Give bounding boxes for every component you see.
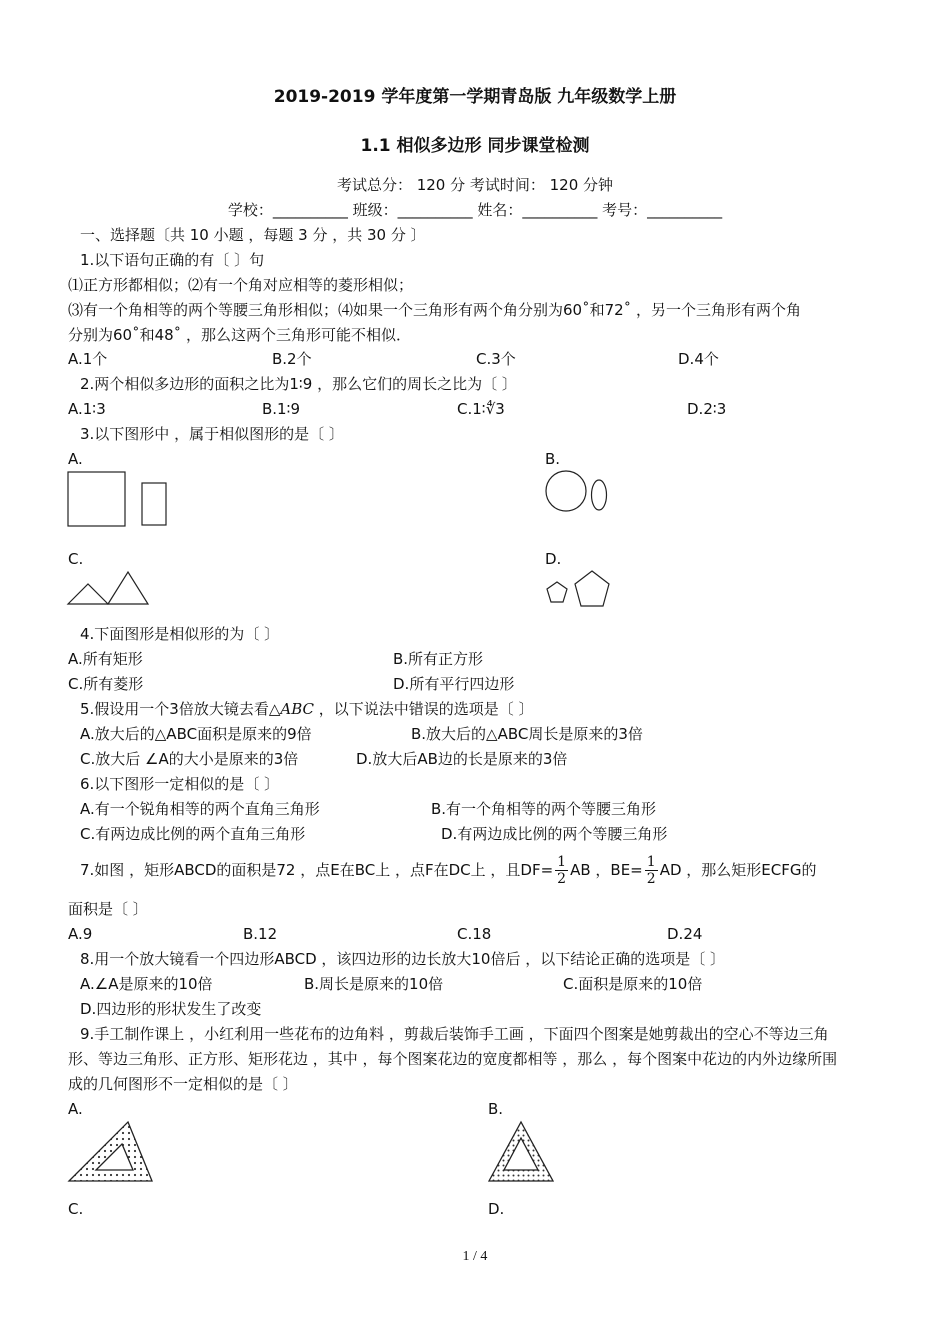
q2-option-d[interactable]: D.2∶3 <box>687 400 727 418</box>
q2-option-b[interactable]: B.1∶9 <box>262 400 301 418</box>
q4-option-a[interactable]: A.所有矩形 <box>68 650 143 668</box>
q6-option-d[interactable]: D.有两边成比例的两个等腰三角形 <box>441 825 668 843</box>
q1-line2: ⑶有一个角相等的两个等腰三角形相似；⑷如果一个三角形有两个角分别为60˚和72˚ ，另一个三角形有两个角 <box>68 301 801 319</box>
q2-option-a[interactable]: A.1∶3 <box>68 400 106 418</box>
q7-option-c[interactable]: C.18 <box>457 925 492 943</box>
q3-figure-d-pentagons <box>543 568 615 612</box>
section-heading: 一、选择题〔共 10 小题 ，每题 3 分 ，共 30 分 〕 <box>80 226 426 244</box>
q7-frac2-num: 1 <box>646 854 656 870</box>
q6-option-a[interactable]: A.有一个锐角相等的两个直角三角形 <box>80 800 320 818</box>
q4-option-b[interactable]: B.所有正方形 <box>393 650 484 668</box>
q1-line1: ⑴正方形都相似；⑵有一个角对应相等的菱形相似； <box>68 276 414 294</box>
q4-stem: 4.下面图形是相似形的为〔 〕 <box>80 625 280 643</box>
q9-figure-a-scalene-border <box>66 1118 156 1186</box>
q5-option-c[interactable]: C.放大后 ∠A的大小是原来的3倍 <box>80 750 299 768</box>
q1-line3: 分别为60˚和48˚ ，那么这两个三角形可能不相似． <box>68 326 411 344</box>
q7-frac1-num: 1 <box>557 854 567 870</box>
q4-option-d[interactable]: D.所有平行四边形 <box>393 675 515 693</box>
q7-fraction-2 <box>645 854 658 887</box>
q1-option-d[interactable]: D.4个 <box>678 350 719 368</box>
q9-option-a[interactable]: A. <box>68 1100 83 1118</box>
q3-option-d[interactable]: D. <box>545 550 562 568</box>
page-title: 2019-2019 学年度第一学期青岛版 九年级数学上册 <box>273 87 677 107</box>
q1-option-a[interactable]: A.1个 <box>68 350 108 368</box>
q7-stem-d: 面积是〔 〕 <box>68 900 148 918</box>
q7-stem-c: AD ，那么矩形ECFG的 <box>659 861 817 879</box>
q7-fraction-1 <box>555 854 568 887</box>
q2-option-c[interactable]: C.1∶∜3 <box>457 400 505 418</box>
q8-option-d[interactable]: D.四边形的形状发生了改变 <box>80 1000 262 1018</box>
q4-option-c[interactable]: C.所有菱形 <box>68 675 144 693</box>
q7-stem-a: 7.如图 ，矩形ABCD的面积是72 ，点E在BC上 ，点F在DC上 ，且DF= <box>80 861 554 879</box>
page-subtitle: 1.1 相似多边形 同步课堂检测 <box>360 136 590 156</box>
q6-option-b[interactable]: B.有一个角相等的两个等腰三角形 <box>431 800 657 818</box>
q8-stem: 8.用一个放大镜看一个四边形ABCD ，该四边形的边长放大10倍后 ，以下结论正确的选项是〔 〕 <box>80 950 726 968</box>
q9-option-d[interactable]: D. <box>488 1200 505 1218</box>
q7-option-a[interactable]: A.9 <box>68 925 93 943</box>
q9-line1: 9.手工制作课上 ，小红利用一些花布的边角料 ，剪裁后装饰手工画 ，下面四个图案是她剪裁出的空心不等边三角 <box>80 1025 829 1043</box>
q3-figure-c-triangles <box>66 568 152 608</box>
q3-figure-b-circle-ellipse <box>543 468 613 518</box>
q7-frac2-den: 2 <box>646 871 656 887</box>
q7-frac1-den: 2 <box>557 871 567 887</box>
q9-line2: 形、等边三角形、正方形、矩形花边 ，其中 ，每个图案花边的宽度都相等 ，那么 ，每个图案中花边的内外边缘所围 <box>68 1050 838 1068</box>
q3-option-b[interactable]: B. <box>545 450 561 468</box>
q7-stem-b: AB ，BE= <box>570 861 643 879</box>
q5-triangle-name: ABC <box>280 700 315 718</box>
q7-stem <box>80 852 816 888</box>
q6-option-c[interactable]: C.有两边成比例的两个直角三角形 <box>80 825 306 843</box>
q5-option-d[interactable]: D.放大后AB边的长是原来的3倍 <box>356 750 568 768</box>
q3-option-a[interactable]: A. <box>68 450 83 468</box>
q5-stem-b: ，以下说法中错误的选项是〔 〕 <box>314 700 534 718</box>
exam-info: 考试总分： 120 分 考试时间： 120 分钟 <box>336 176 614 194</box>
q5-option-b[interactable]: B.放大后的△ABC周长是原来的3倍 <box>411 725 643 743</box>
q3-figure-a-squares <box>66 470 176 530</box>
q8-option-a[interactable]: A.∠A是原来的10倍 <box>80 975 213 993</box>
student-fields: 学校：__________ 班级：__________ 姓名：__________ 考号：__________ <box>227 201 723 219</box>
q9-option-c[interactable]: C. <box>68 1200 84 1218</box>
q9-option-b[interactable]: B. <box>488 1100 504 1118</box>
q1-stem: 1.以下语句正确的有〔 〕句 <box>80 251 265 269</box>
q6-stem: 6.以下图形一定相似的是〔 〕 <box>80 775 280 793</box>
q8-option-c[interactable]: C.面积是原来的10倍 <box>563 975 703 993</box>
q9-line3: 成的几何图形不一定相似的是〔 〕 <box>68 1075 298 1093</box>
q7-option-b[interactable]: B.12 <box>243 925 278 943</box>
q5-stem-a: 5.假设用一个3倍放大镜去看△ <box>80 700 281 718</box>
q1-option-c[interactable]: C.3个 <box>476 350 516 368</box>
q5-stem <box>80 699 534 719</box>
q8-option-b[interactable]: B.周长是原来的10倍 <box>304 975 444 993</box>
q3-option-c[interactable]: C. <box>68 550 84 568</box>
q1-option-b[interactable]: B.2个 <box>272 350 312 368</box>
q7-option-d[interactable]: D.24 <box>667 925 703 943</box>
q9-figure-b-equilateral-border <box>486 1118 558 1186</box>
q3-stem: 3.以下图形中 ，属于相似图形的是〔 〕 <box>80 425 344 443</box>
page-number: 1 / 4 <box>462 1249 488 1264</box>
q2-stem: 2.两个相似多边形的面积之比为1∶9 ，那么它们的周长之比为〔 〕 <box>80 375 517 393</box>
q5-option-a[interactable]: A.放大后的△ABC面积是原来的9倍 <box>80 725 312 743</box>
